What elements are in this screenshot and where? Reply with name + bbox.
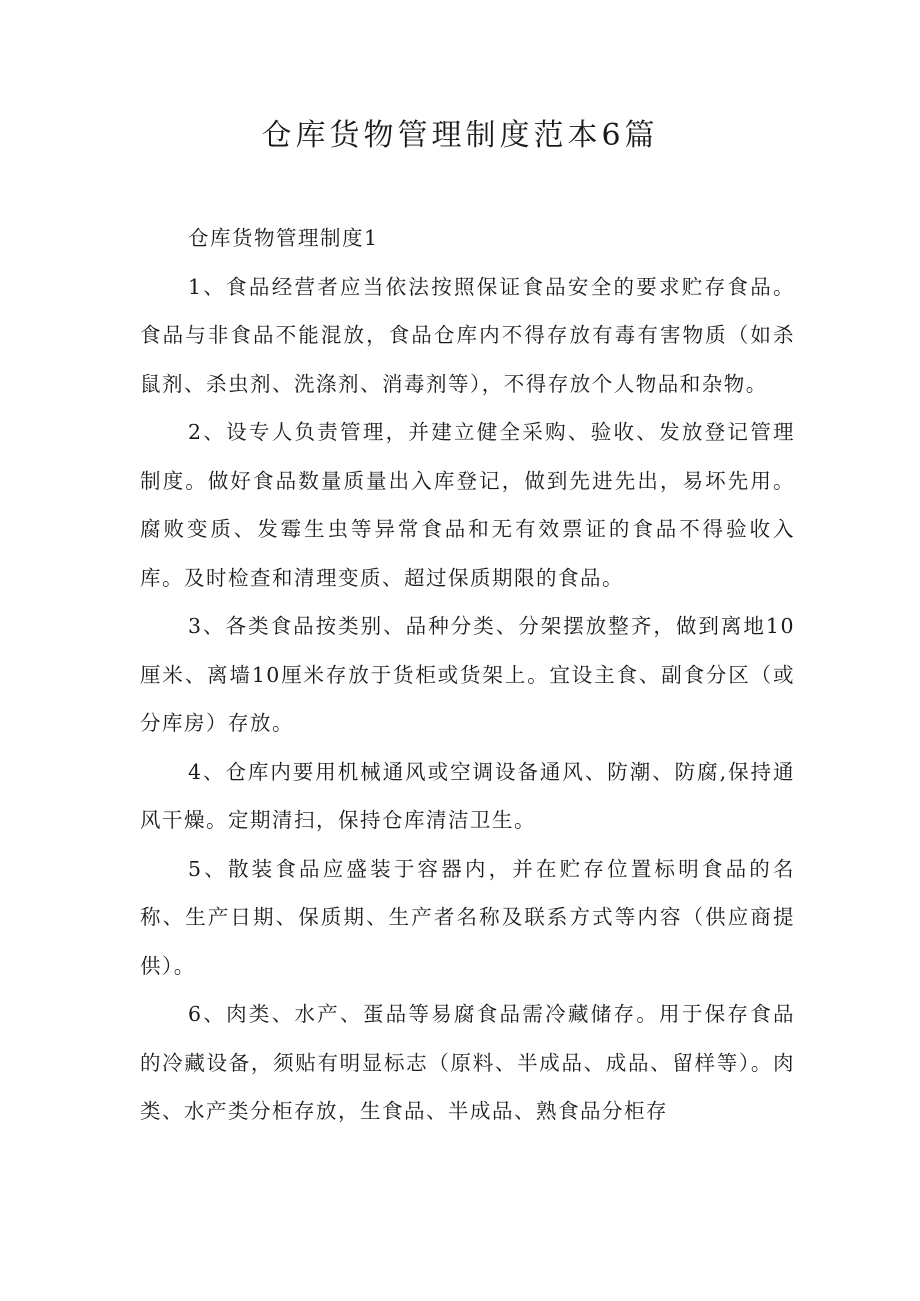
paragraph-4: 4、仓库内要用机械通风或空调设备通风、防潮、防腐,保持通风干燥。定期清扫，保持仓库清洁卫生。 [140, 759, 795, 832]
paragraph-6: 6、肉类、水产、蛋品等易腐食品需冷藏储存。用于保存食品的冷藏设备，须贴有明显标志（原料、半成品、成品、留样等）。肉类、水产类分柜存放，生食品、半成品、熟食品分柜存 [140, 1002, 795, 1123]
paragraph-2: 2、设专人负责管理，并建立健全采购、验收、发放登记管理制度。做好食品数量质量出入库登记，做到先进先出，易坏先用。腐败变质、发霉生虫等异常食品和无有效票证的食品不得验收入库。及时检查和清理变质、超过保质期限的食品。 [140, 420, 795, 590]
document-title: 仓库货物管理制度范本6篇 [261, 118, 659, 153]
section-heading: 仓库货物管理制度1 [188, 226, 379, 250]
paragraph-5: 5、散装食品应盛装于容器内，并在贮存位置标明食品的名称、生产日期、保质期、生产者名称及联系方式等内容（供应商提供）。 [140, 856, 795, 978]
paragraph-1: 1、食品经营者应当依法按照保证食品安全的要求贮存食品。食品与非食品不能混放，食品仓库内不得存放有毒有害物质（如杀鼠剂、杀虫剂、洗涤剂、消毒剂等），不得存放个人物品和杂物。 [140, 274, 795, 396]
paragraph-3: 3、各类食品按类别、品种分类、分架摆放整齐，做到离地10厘米、离墙10厘米存放于货柜或货架上。宜设主食、副食分区（或分库房）存放。 [140, 614, 795, 735]
document-body [140, 214, 795, 1136]
